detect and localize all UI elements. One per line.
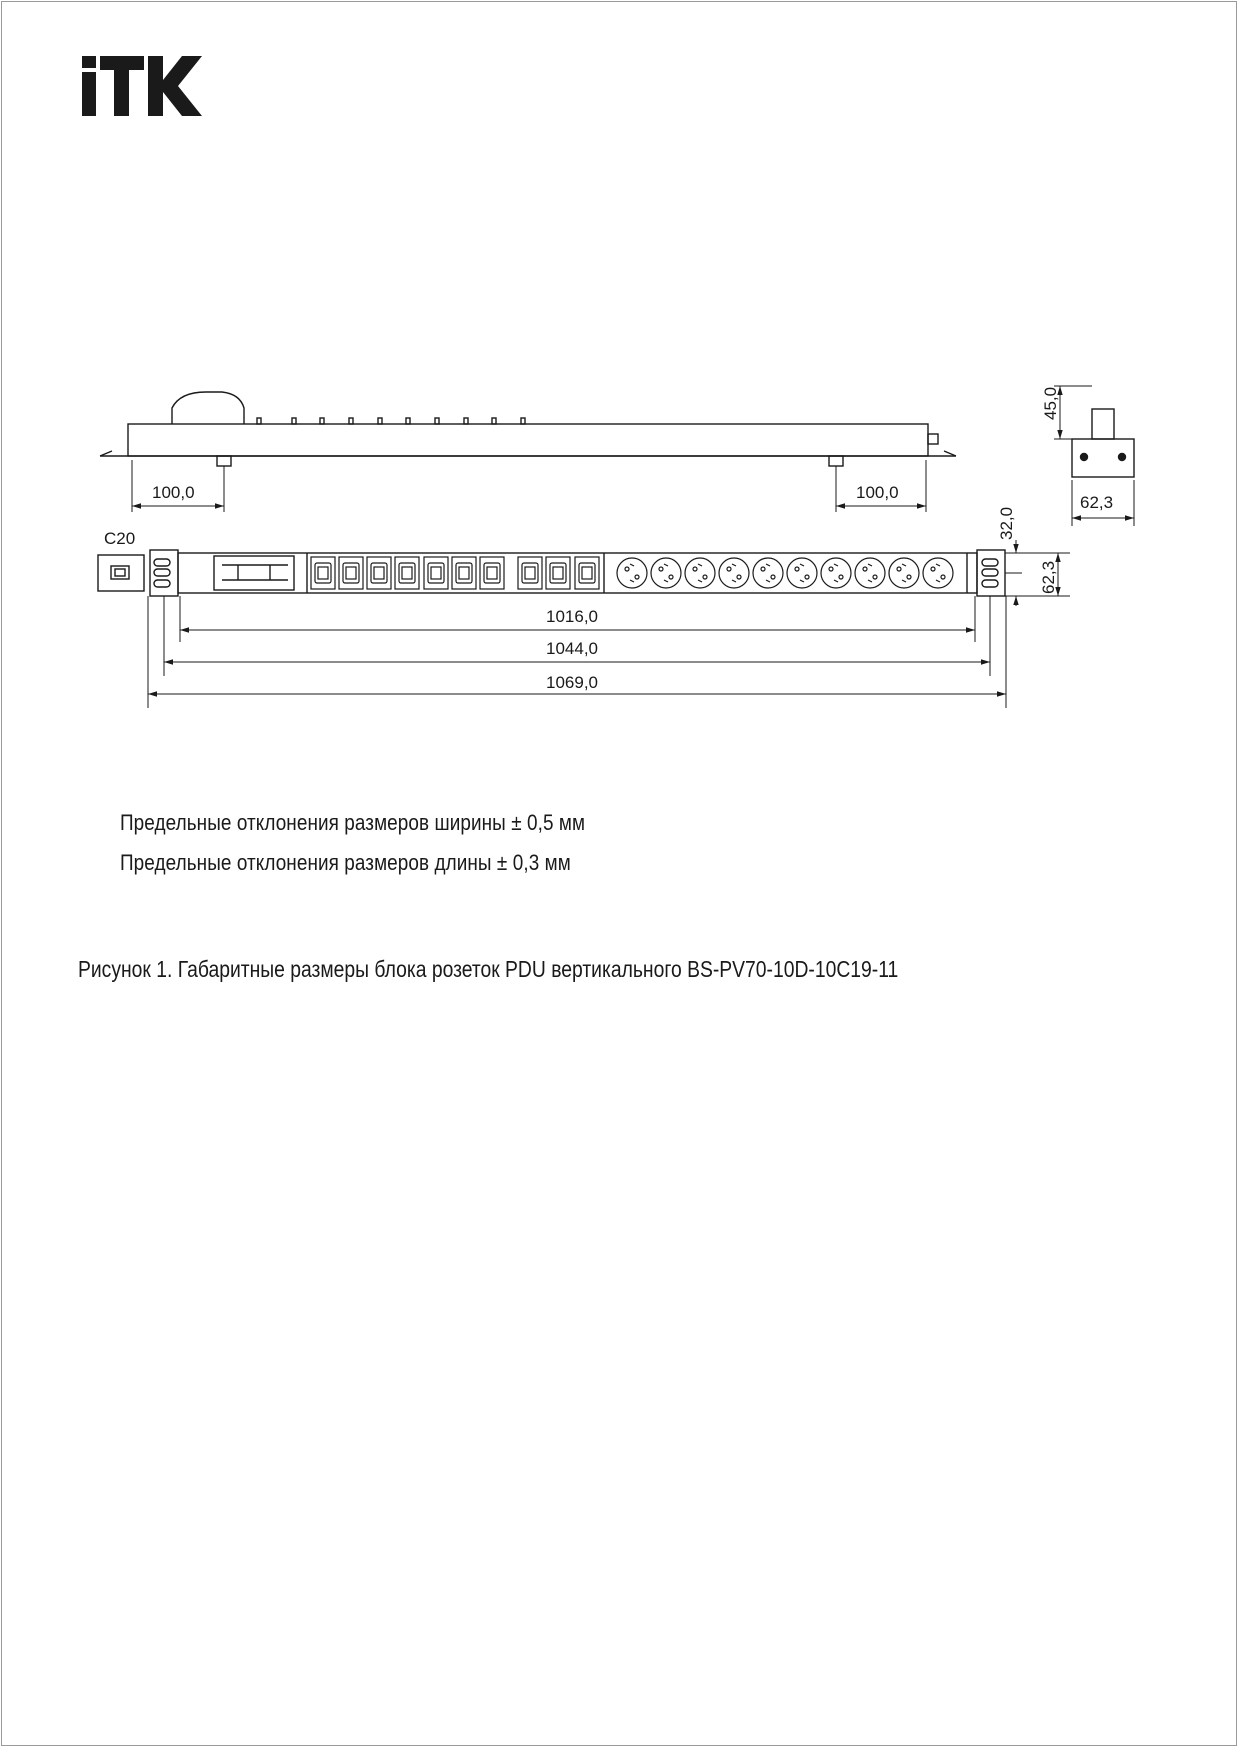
- c19-outlet: [424, 557, 448, 589]
- schuko-outlet: [617, 558, 647, 588]
- schuko-outlet: [685, 558, 715, 588]
- c20-inlet-icon: [111, 566, 129, 579]
- c19-outlet: [546, 557, 570, 589]
- schuko-outlet: [855, 558, 885, 588]
- side-view-body: [128, 424, 928, 456]
- c19-outlet: [339, 557, 363, 589]
- c19-outlet: [311, 557, 335, 589]
- breaker-hump: [172, 392, 244, 424]
- mount-nut-left: [217, 456, 231, 466]
- dim-right-offset: 100,0: [856, 483, 899, 502]
- c19-outlet: [367, 557, 391, 589]
- schuko-outlet: [787, 558, 817, 588]
- schuko-outlet: [889, 558, 919, 588]
- figure-caption: Рисунок 1. Габаритные размеры блока розеток PDU вертикального BS-PV70-10D-10C19-11: [78, 956, 899, 982]
- c19-outlet: [575, 557, 599, 589]
- schuko-outlet: [923, 558, 953, 588]
- front-view-body: [178, 553, 977, 593]
- c19-outlet: [480, 557, 504, 589]
- dim-length-mid: 1044,0: [546, 639, 598, 658]
- c19-outlet: [395, 557, 419, 589]
- bracket-right: [977, 550, 1005, 596]
- schuko-outlet: [719, 558, 749, 588]
- dim-length-total: 1069,0: [546, 673, 598, 692]
- dim-depth-side: 62,3: [1080, 493, 1114, 512]
- c19-outlets: [311, 557, 599, 589]
- schuko-outlets: [617, 558, 953, 588]
- dim-height-top: 45,0: [1041, 386, 1060, 420]
- length-tolerance-note: Предельные отклонения размеров длины ± 0,3 мм: [120, 850, 571, 875]
- c20-inlet-box: [98, 555, 144, 591]
- dim-body-height: 62,3: [1039, 560, 1058, 594]
- width-tolerance-note: Предельные отклонения размеров ширины ± 0,5 мм: [120, 810, 586, 835]
- c19-outlet: [452, 557, 476, 589]
- dim-length-inner: 1016,0: [546, 607, 598, 626]
- dim-left-offset: 100,0: [152, 483, 195, 502]
- switch-studs: [257, 418, 525, 424]
- pdu-dimension-drawing: [0, 0, 1240, 760]
- side-view: [100, 392, 956, 512]
- mount-nut-right: [829, 456, 843, 466]
- breaker-block: [214, 556, 294, 590]
- schuko-outlet: [821, 558, 851, 588]
- schuko-outlet: [753, 558, 783, 588]
- schuko-outlet: [651, 558, 681, 588]
- c20-label: C20: [104, 529, 136, 548]
- dim-bracket-offset: 32,0: [997, 506, 1016, 540]
- end-view-plug: [1092, 409, 1114, 439]
- c19-outlet: [518, 557, 542, 589]
